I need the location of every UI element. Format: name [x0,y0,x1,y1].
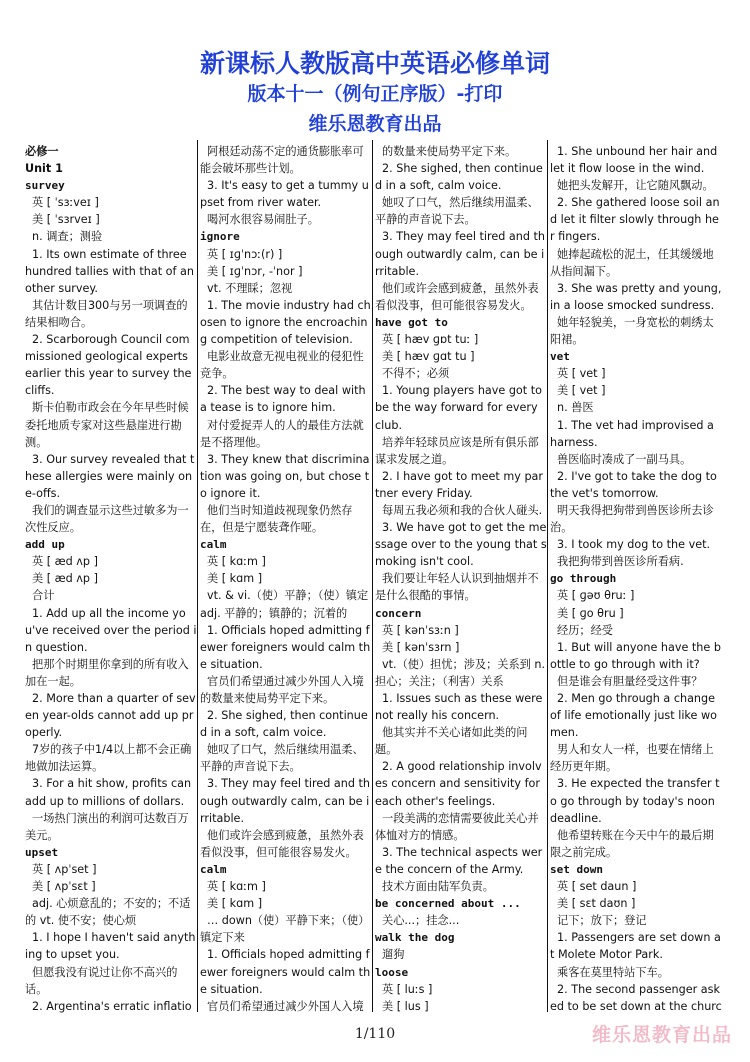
entry-line: 英 [ æd ʌp ] [32,555,98,569]
entry-line: 他们或许会感到疲惫，虽然外表看似没事，但可能很容易发火。 [200,828,364,859]
entry-line: … down（使）平静下来；（使）镇定下来 [200,914,370,945]
entry-line: 7岁的孩子中1/4以上都不会正确地做加法运算。 [25,743,192,774]
entry-line: 美 [ æd ʌp ] [32,572,98,586]
entry-line: 把那个时期里你拿到的所有收入加在一起。 [25,657,189,688]
entry-line: 合计 [32,589,55,603]
entry-line: 一段美满的恋情需要彼此关心并体恤对方的情感。 [375,811,539,842]
headword: survey [25,179,65,193]
entry-line: 3. They may feel tired and though outwardly calm, can be irritable. [200,777,370,825]
headword: loose [375,965,409,979]
entry-line: 一场热门演出的利润可达数百万美元。 [25,811,189,842]
entry-line: 1. Young players have got to be the way forward for every club. [375,384,546,432]
headword: calm [200,862,227,876]
entry-line: 2. More than a quarter of seven year-olds cannot add up properly. [25,692,196,740]
entry-line: 美 [ kənˈsɜrn ] [382,640,460,654]
entry-line: 1. Passengers are set down at Molete Motor Park. [550,931,721,962]
entry-line: 斯卡伯勒市政会在今年早些时候委托地质专家对这些悬崖进行勘测。 [25,401,189,449]
headword: concern [375,606,422,620]
entry-line: 他其实并不关心诸如此类的问题。 [375,726,528,757]
entry-line: 3. It's easy to get a tummy upset from river water. [200,179,369,210]
entry-line: 明天我得把狗带到兽医诊所去诊治。 [550,503,714,535]
entry-line: 他希望转账在今天中午的最后期限之前完成。 [550,828,714,859]
entry-line: 英 [ ɪɡˈnɔː(r) ] [207,247,283,261]
entry-line: 英 [ ˈsɜːveɪ ] [32,196,99,210]
entry-line: 官员们希望通过减少外国人入境 [207,999,364,1013]
column-divider [372,140,373,1012]
entry-line: 3. We have got to get the message over to the young that smoking isn't cool. [375,521,547,569]
entry-line: 美 [ ɪɡˈnɔr, -ˈnor ] [207,264,303,278]
entry-line: 英 [ kɑːm ] [207,880,266,894]
entry-line: 她叹了口气，然后继续用温柔、平静的声音说下去。 [375,196,539,227]
headword: calm [200,538,227,552]
entry-line: 官员们希望通过减少外国人入境的数量来使局势平定下来。 [200,674,364,705]
publisher-name: 维乐恩教育出品 [308,113,442,135]
entry-line: 1. Officials hoped admitting fewer foreigners would calm the situation. [200,948,371,996]
entry-line: 我们要让年轻人认识到抽烟并不是什么很酷的事情。 [375,572,539,603]
watermark-logo: 维乐恩教育出品 [592,1024,733,1046]
entry-line: 1. Add up all the income you've received over the period in question. [25,606,197,654]
headword: go through [550,572,617,586]
entry-line: 但是谁会有胆量经受这件事？ [557,674,703,688]
entry-line: 2. Scarborough Council commissioned geological experts earlier this year to survey the cliffs. [25,333,195,398]
entry-line: 1. The movie industry had chosen to ignore the encroaching competition of television. [200,298,371,347]
entry-line: 她捧起疏松的泥土，任其缓缓地从指间漏下。 [550,247,714,278]
entry-line: 遛狗 [382,948,405,962]
headword: be concerned about ... [375,897,521,911]
headword: upset [25,845,59,859]
entry-line: 关心...；挂念... [382,914,460,928]
entry-line: 英 [ ʌpˈset ] [32,862,97,876]
entry-line: 培养年轻球员应该是所有俱乐部谋求发展之道。 [375,435,539,466]
column-2 [200,143,372,1013]
entry-line: 兽医临时凑成了一副马具。 [557,452,692,466]
entry-line: 3. The technical aspects were the concern of the Army. [375,845,543,876]
entry-line: 我把狗带到兽医诊所看病. [557,555,684,569]
entry-line: 英 [ kɑːm ] [207,555,266,569]
entry-line: 男人和女人一样，也要在情绪上经历更年期。 [550,743,714,774]
entry-line: 美 [ lus ] [382,999,429,1013]
entry-line: 英 [ luːs ] [382,982,433,996]
entry-line: 美 [ kɑm ] [207,572,263,586]
headword: ignore [200,230,240,244]
entry-line: 技术方面由陆军负责。 [382,880,494,894]
entry-line: 电影业故意无视电视业的侵犯性竞争。 [200,350,364,381]
column-divider [547,140,548,1012]
entry-line: 美 [ ʌpˈsɛt ] [32,880,96,894]
headword: have got to [375,315,448,329]
entry-line: 英 [ ɡəʊ θruː ] [557,589,635,603]
entry-line: 1. I hope I haven't said anything to upset you. [25,931,196,962]
entry-line: 3. They knew that discrimination was going on, but chose to ignore it. [200,452,370,500]
entry-line: 2. She gathered loose soil and let it filter slowly through her fingers. [550,196,720,244]
entry-line: 1. Its own estimate of three hundred tallies with that of another survey. [25,247,194,295]
entry-line: 3. I took my dog to the vet. [557,538,711,552]
entry-line: 他们当时知道歧视现象仍然存在，但是宁愿装聋作哑。 [200,503,353,535]
entry-line: Unit 1 [25,162,63,176]
entry-line: 我们的调查显示这些过敏多为一次性反应。 [25,503,189,535]
entry-line: adj. 心烦意乱的；不安的；不适的 vt. 使不安；使心烦 [25,897,191,928]
column-4 [550,143,722,1013]
entry-line: 1. The vet had improvised a harness. [550,418,718,449]
entry-line: vt. 不理睬；忽视 [207,281,293,295]
entry-line: 2. Argentina's erratic inflatio [32,999,192,1013]
entry-line: 2. She sighed, then continued in a soft, calm voice. [375,162,543,193]
entry-line: 2. The best way to deal with a tease is to ignore him. [200,384,370,415]
headword: vet [550,350,570,364]
entry-line: 喝河水很容易闹肚子。 [207,213,319,227]
column-3 [375,143,547,1013]
entry-line: 每周五我必须和我的合伙人碰头. [382,503,543,517]
entry-line: 对付爱捉弄人的人的最佳方法就是不搭理他。 [200,418,364,449]
column-1 [25,143,197,1013]
entry-line: 但愿我没有说过让你不高兴的话。 [25,965,178,996]
entry-line: 英 [ hæv ɡɒt tuː ] [382,333,479,347]
page-number: 1/110 [354,1026,396,1042]
entry-line: 3. For a hit show, profits can add up to millions of dollars. [25,777,195,808]
entry-line: vt.（使）担忧；涉及；关系到 n. 担心；关注；（利害）关系 [375,657,546,688]
entry-line: 3. Our survey revealed that these allergies were mainly one-offs. [25,452,195,500]
entry-line: 她叹了口气，然后继续用温柔、平静的声音说下去。 [200,743,364,774]
page-title: 新课标人教版高中英语必修单词 [199,49,550,78]
headword: add up [25,538,65,552]
entry-line: 不得不；必须 [382,367,450,381]
entry-line: 1. Officials hoped admitting fewer foreigners would calm the situation. [200,623,371,671]
entry-line: 3. They may feel tired and though outwardly calm, can be irritable. [375,230,545,278]
entry-line: 2. She sighed, then continued in a soft, calm voice. [200,709,368,740]
entry-line: 美 [ hæv ɡɑt tu ] [382,350,475,364]
entry-line: 2. I've got to take the dog to the vet's tomorrow. [550,469,721,500]
headword: set down [550,862,603,876]
page-subtitle: 版本十一（例句正序版）-打印 [247,83,503,105]
entry-line: 阿根廷动荡不定的通货膨胀率可能会破坏那些计划。 [200,145,364,176]
entry-line: 英 [ vet ] [557,367,606,381]
entry-line: 1. Issues such as these were not really his concern. [375,692,546,723]
entry-line: 3. He expected the transfer to go through by today's noon deadline. [550,777,720,825]
entry-line: 英 [ set daun ] [557,880,637,894]
entry-line: 2. Men go through a change of life emotionally just like women. [550,692,719,740]
entry-line: 美 [ kɑm ] [207,897,263,911]
entry-line: 美 [ vet ] [557,384,606,398]
entry-line: 美 [ ˈsɜrveɪ ] [32,213,100,227]
entry-line: n. 兽医 [557,401,594,415]
entry-line: 2. I have got to meet my partner every Friday. [375,469,544,500]
entry-line: 美 [ ɡo θru ] [557,606,624,620]
entry-line: 记下；放下；登记 [557,914,647,928]
entry-line: 3. She was pretty and young, in a loose smocked sundress. [550,281,722,312]
entry-line: 她把头发解开，让它随风飘动。 [557,179,714,193]
entry-line: 2. A good relationship involves concern and sensitivity for each other's feelings. [375,760,544,808]
entry-line: 必修一 [25,145,59,158]
entry-line: vt. & vi.（使）平静；（使）镇定 adj. 平静的；镇静的；沉着的 [200,589,372,620]
entry-line: 的数量来使局势平定下来。 [382,145,517,158]
entry-line: 2. The second passenger asked to be set down at the churc [550,982,722,1013]
entry-line: 她年轻貌美，一身宽松的刺绣太阳裙。 [550,315,714,347]
entry-line: 经历；经受 [557,623,613,637]
entry-line: 其估计数目300与另一项调查的结果相吻合。 [25,298,188,329]
entry-line: 他们或许会感到疲惫，虽然外表看似没事，但可能很容易发火。 [375,281,539,312]
column-divider [197,140,198,1012]
entry-line: n. 调查；测验 [32,230,103,244]
entry-line: 美 [ sɛt daʊn ] [557,897,636,911]
entry-line: 乘客在莫里特站下车。 [557,965,669,979]
entry-line: 1. She unbound her hair and let it flow loose in the wind. [550,145,721,176]
entry-line: 英 [ kənˈsɜːn ] [382,623,459,637]
entry-line: 1. But will anyone have the bottle to go through with it? [550,640,721,671]
headword: walk the dog [375,931,455,945]
